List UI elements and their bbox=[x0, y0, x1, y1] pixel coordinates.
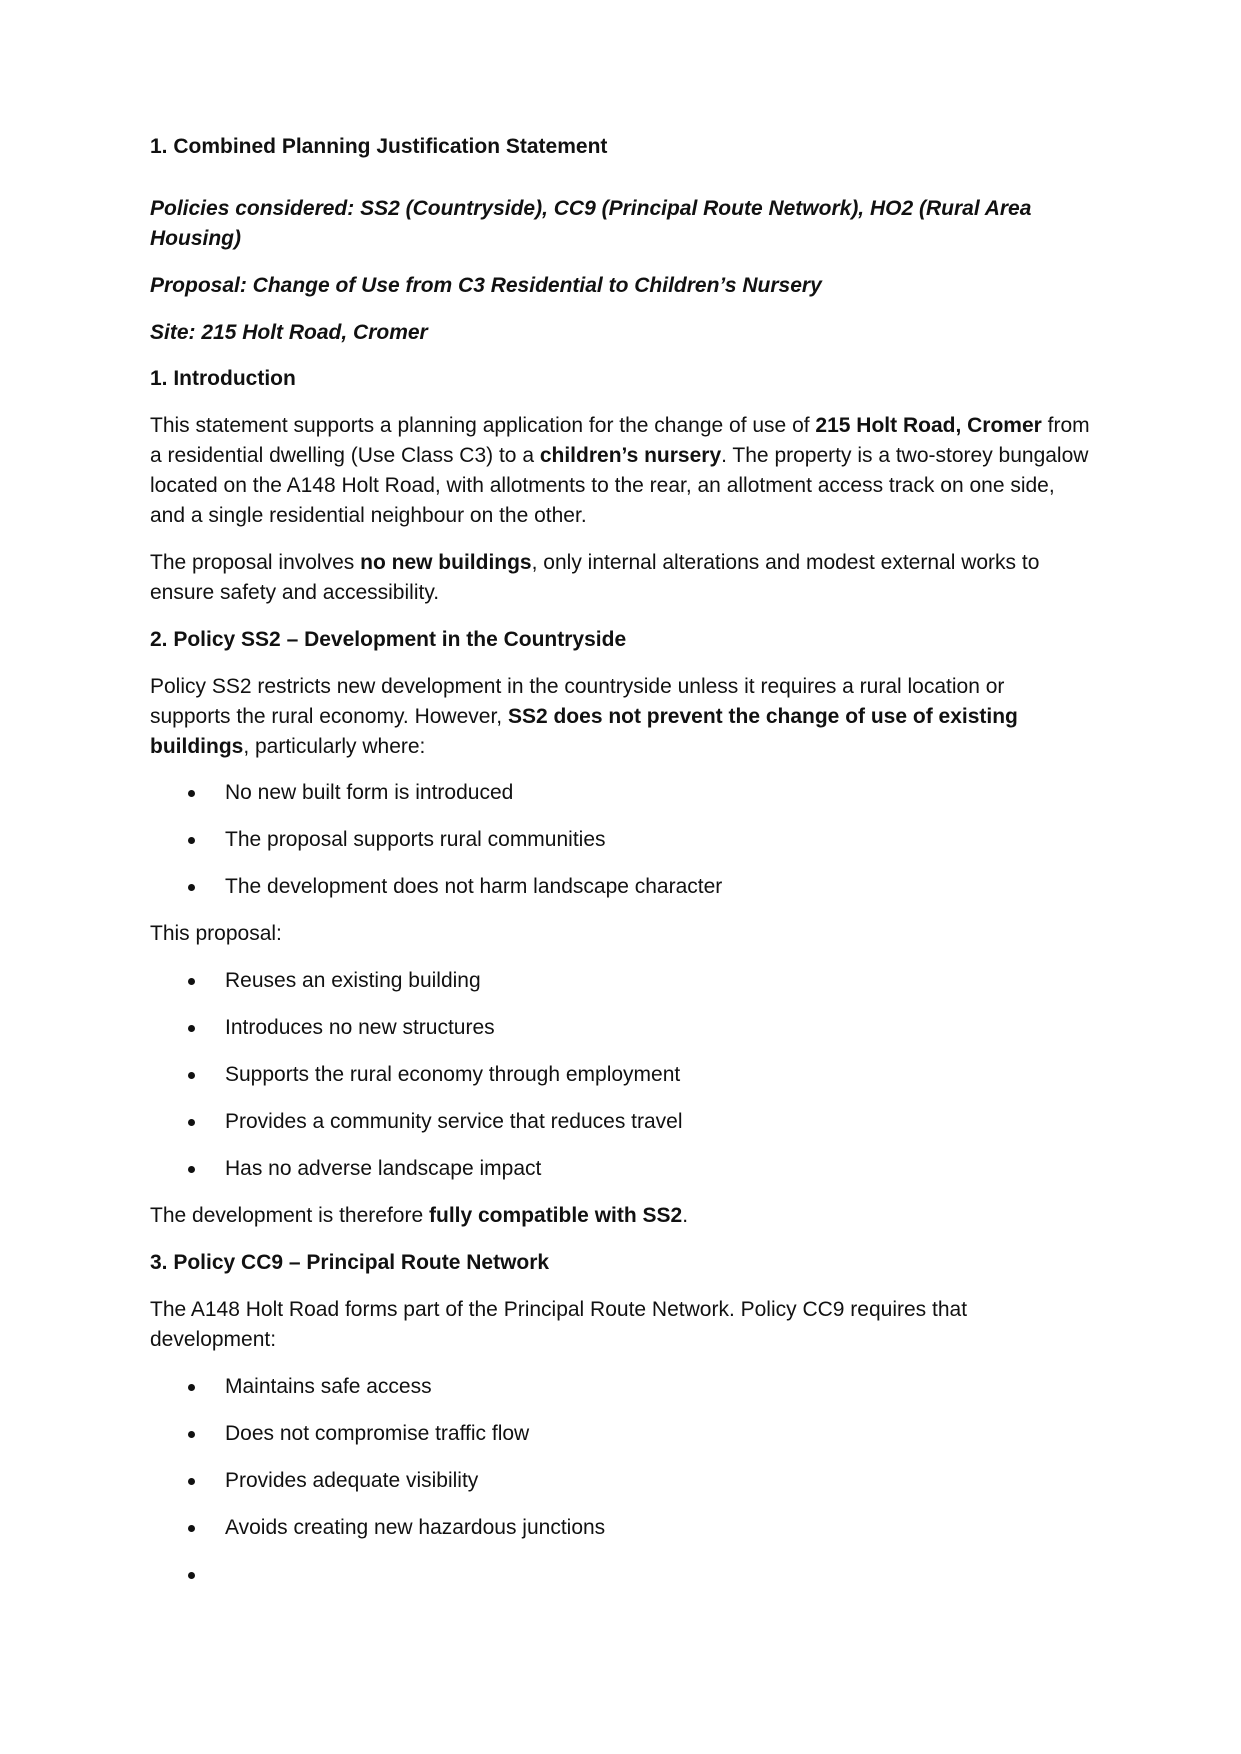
ss2-heading: 2. Policy SS2 – Development in the Countryside bbox=[150, 628, 627, 651]
list-item: Avoids creating new hazardous junctions bbox=[150, 1513, 1050, 1560]
ss2-conclusion-c: . bbox=[682, 1204, 689, 1227]
list-item: Does not compromise traffic flow bbox=[150, 1419, 1050, 1466]
intro-text-c: from a residential dwelling (Use Class C3) to a bbox=[150, 414, 1090, 467]
list-item: Provides a community service that reduces travel bbox=[150, 1107, 1050, 1154]
cc9-heading: 3. Policy CC9 – Principal Route Network bbox=[150, 1251, 550, 1274]
list-item: Provides adequate visibility bbox=[150, 1466, 1050, 1513]
proposal-points-list bbox=[150, 966, 1050, 1201]
policies-considered: Policies considered: SS2 (Countryside), CC9 (Principal Route Network), HO2 (Rural Area Housing) bbox=[150, 197, 1032, 250]
ss2-paragraph bbox=[150, 672, 1090, 762]
intro-paragraph-2 bbox=[150, 548, 1090, 608]
list-item: No new built form is introduced bbox=[150, 778, 1050, 825]
list-item: Has no adverse landscape impact bbox=[150, 1154, 1050, 1201]
cc9-requirements-list bbox=[150, 1372, 1050, 1607]
intro-site-emphasis: 215 Holt Road, Cromer bbox=[815, 414, 1042, 437]
list-item: Supports the rural economy through employment bbox=[150, 1060, 1050, 1107]
list-item: The development does not harm landscape character bbox=[150, 872, 1050, 919]
intro-heading: 1. Introduction bbox=[150, 367, 296, 390]
proposal-line: Proposal: Change of Use from C3 Residential to Children’s Nursery bbox=[150, 274, 822, 297]
ss2-conclusion bbox=[150, 1201, 1090, 1231]
list-item: Maintains safe access bbox=[150, 1372, 1050, 1419]
intro-use-emphasis: children’s nursery bbox=[539, 444, 722, 467]
ss2-conclusion-emphasis: fully compatible with SS2 bbox=[429, 1204, 683, 1227]
ss2-text-c: , particularly where: bbox=[243, 735, 426, 758]
list-item: The proposal supports rural communities bbox=[150, 825, 1050, 872]
ss2-text-a: Policy SS2 restricts new development in the countryside unless it requires a rural location or supports the rural economy. However, bbox=[150, 675, 1005, 728]
intro-text-a: This statement supports a planning application for the change of use of bbox=[150, 414, 816, 437]
list-item bbox=[150, 1560, 1050, 1607]
intro2-text-c: , only internal alterations and modest external works to ensure safety and accessibility. bbox=[150, 551, 1040, 604]
list-item: Introduces no new structures bbox=[150, 1013, 1050, 1060]
this-proposal-label: This proposal: bbox=[150, 922, 282, 945]
ss2-emphasis: SS2 does not prevent the change of use of existing buildings bbox=[150, 705, 1018, 758]
intro2-emphasis: no new buildings bbox=[360, 551, 532, 574]
list-item: Reuses an existing building bbox=[150, 966, 1050, 1013]
main-title: 1. Combined Planning Justification Statement bbox=[150, 135, 608, 158]
intro-paragraph bbox=[150, 411, 1090, 531]
intro-text-e: . The property is a two-storey bungalow located on the A148 Holt Road, with allotments to the rear, an allotment access track on one side, and a single residential neighbour on the other. bbox=[150, 444, 1089, 527]
cc9-paragraph: The A148 Holt Road forms part of the Principal Route Network. Policy CC9 requires that development: bbox=[150, 1298, 968, 1351]
intro2-text-a: The proposal involves bbox=[150, 551, 361, 574]
ss2-conclusion-a: The development is therefore bbox=[150, 1204, 429, 1227]
ss2-criteria-list bbox=[150, 778, 1050, 919]
site-line: Site: 215 Holt Road, Cromer bbox=[150, 321, 428, 344]
